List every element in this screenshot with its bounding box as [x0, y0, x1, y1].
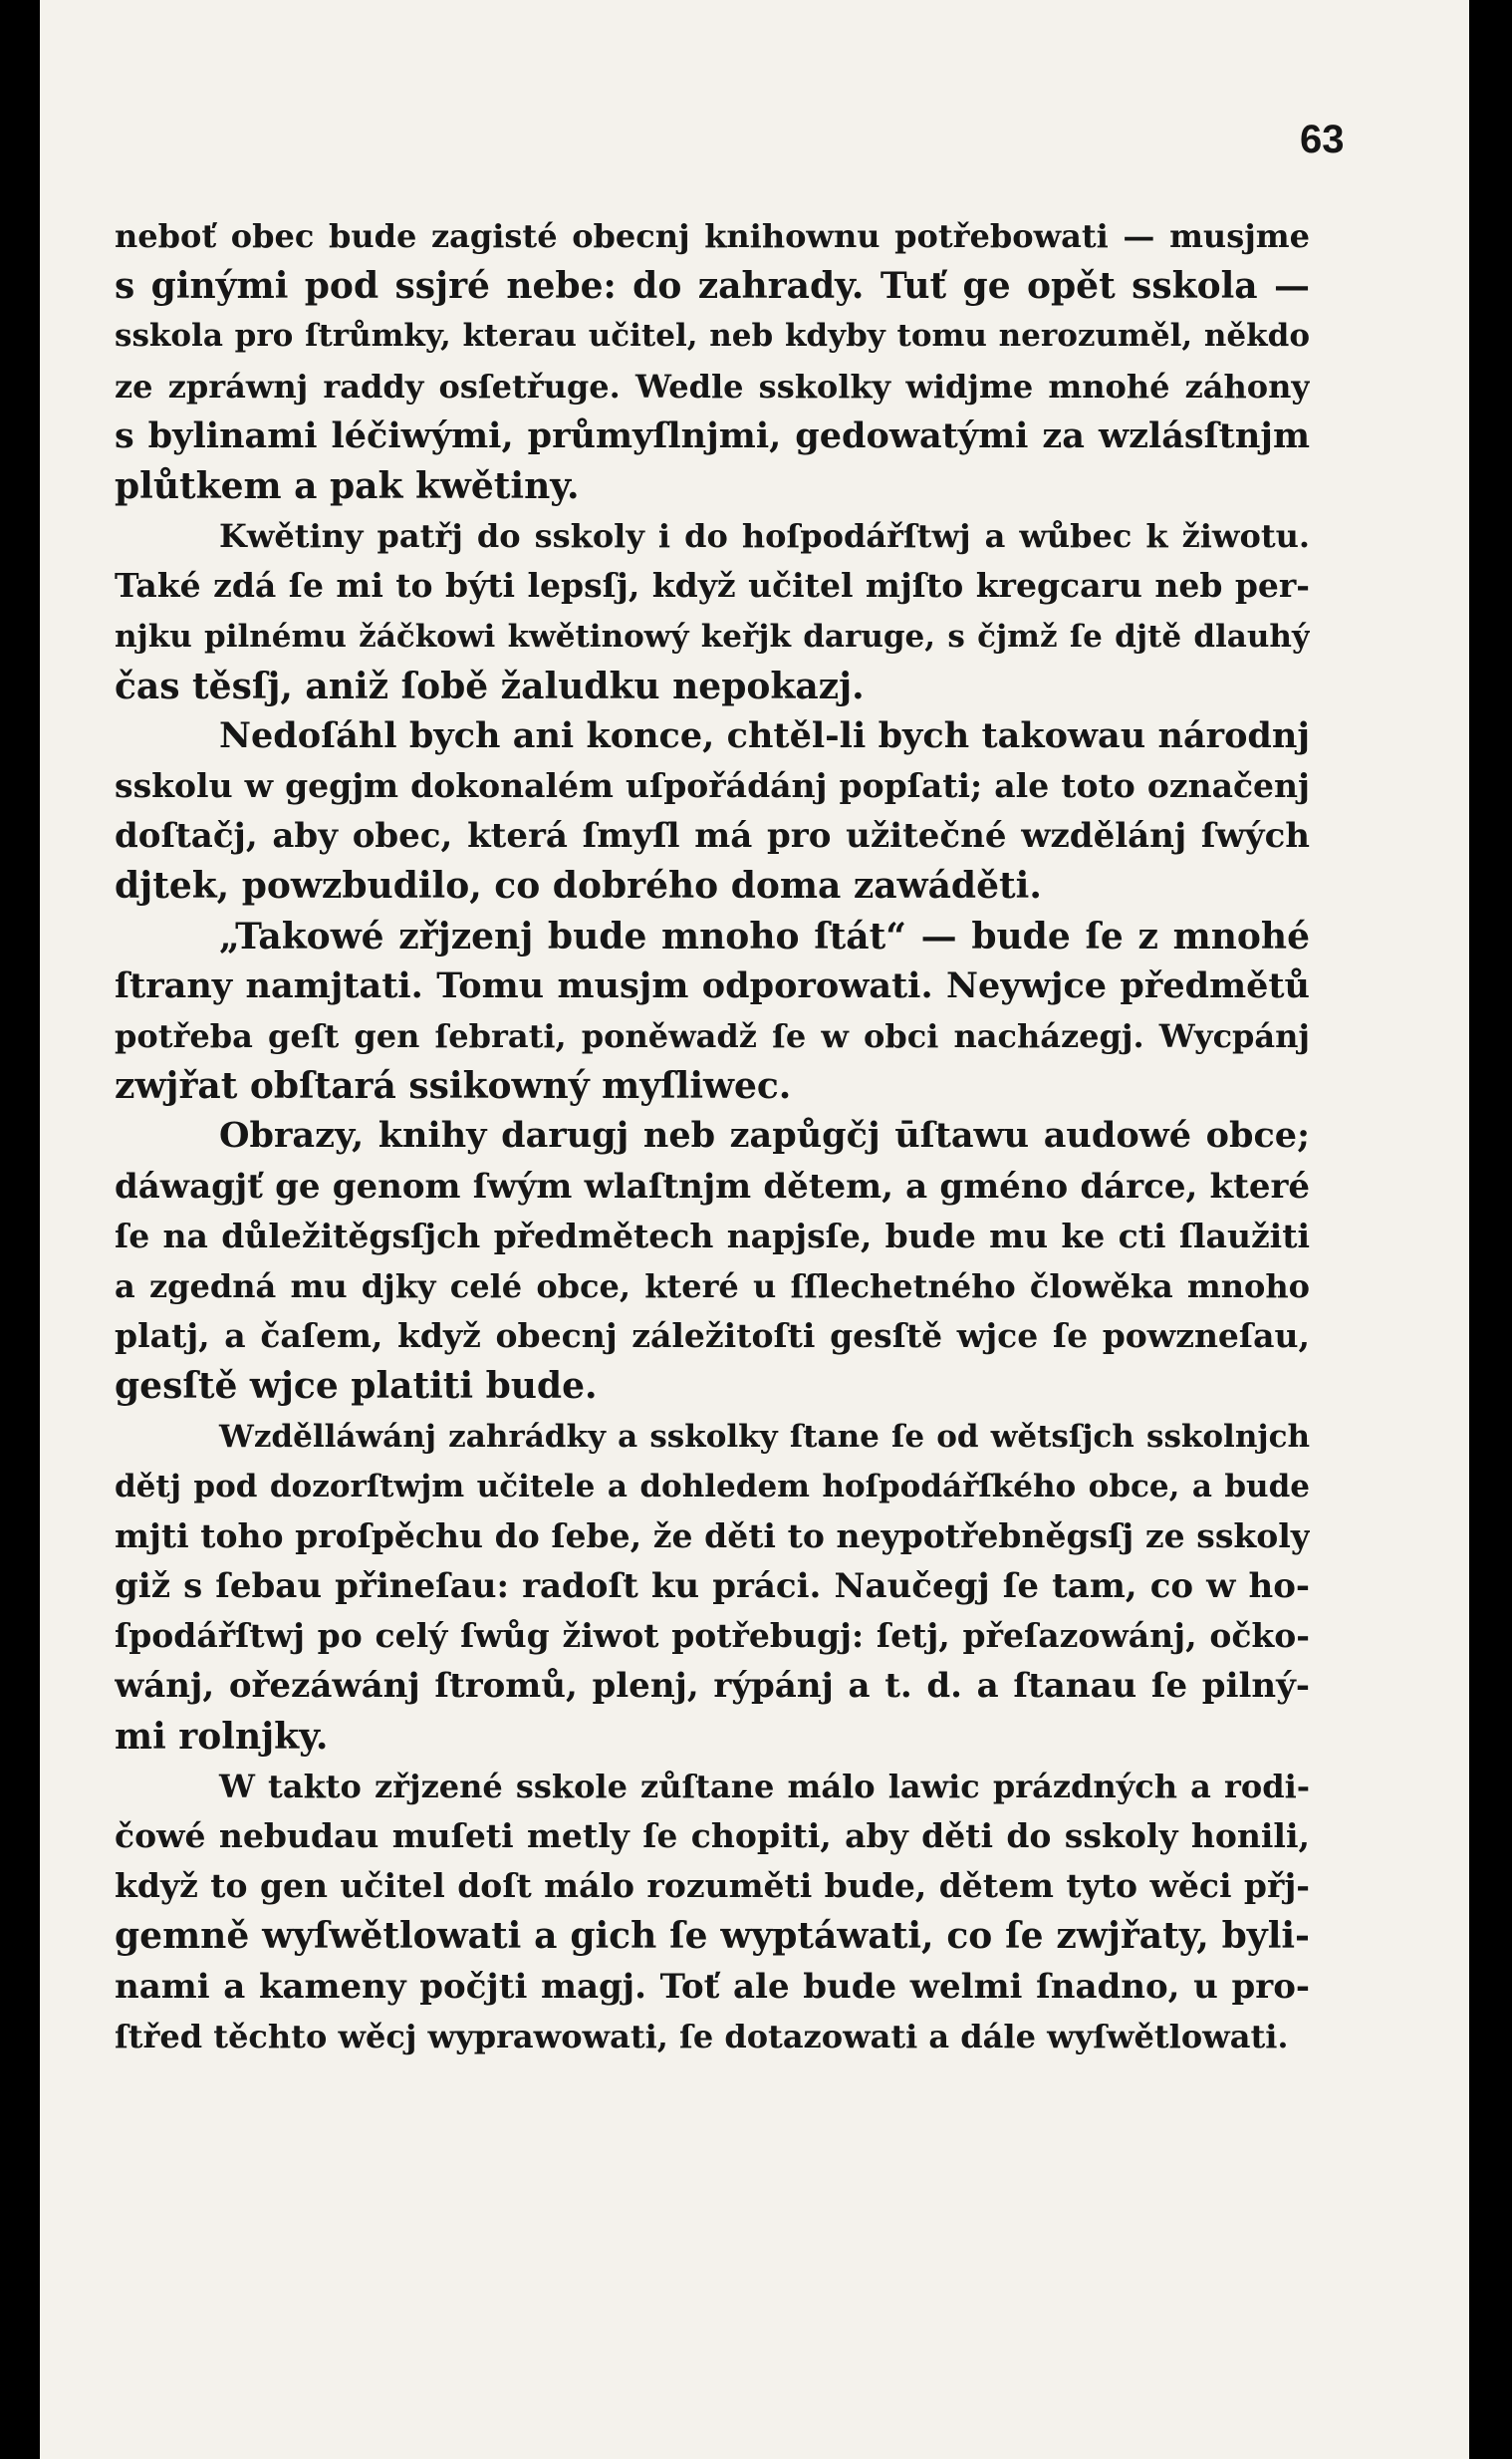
text-line: Kwětiny patřj do sskoly i do hoſpodářſtwj a wůbec k žiwotu. — [219, 517, 1310, 556]
text-line: když to gen učitel doſt málo rozuměti bude, dětem tyto wěci přj- — [115, 1866, 1310, 1906]
text-line: ſpodářſtwj po celý ſwůg žiwot potřebugj: ſetj, přeſazowánj, očko- — [115, 1616, 1310, 1656]
text-line: plůtkem a pak kwětiny. — [115, 464, 580, 507]
text-line: ſtřed těchto wěcj wyprawowati, ſe dotazowati a dále wyſwětlowati. — [115, 2017, 1289, 2055]
text-line: dětj pod dozorſtwjm učitele a dohledem hoſpodářſkého obce, a bude — [115, 1468, 1310, 1504]
text-line: W takto zřjzené sskole zůſtane málo lawic prázdných a rodi- — [219, 1767, 1310, 1805]
text-line: Také zdá ſe mi to býti lepsſj, když učitel mjſto kregcaru neb per- — [115, 566, 1310, 606]
text-line: ze zpráwnj raddy osſetřuge. Wedle sskolky widjme mnohé záhony — [115, 367, 1310, 406]
text-line: sskolu w gegjm dokonalém uſpořádánj popſati; ale toto označenj — [115, 766, 1310, 806]
text-line: sskola pro ſtrůmky, kterau učitel, neb kdyby tomu nerozuměl, někdo — [115, 318, 1310, 355]
text-line: Nedoſáhl bych ani konce, chtěl-li bych takowau národnj — [219, 714, 1310, 756]
text-line: Wzdělláwánj zahrádky a sskolky ſtane ſe od wětsſjch sskolnjch — [219, 1418, 1310, 1455]
text-line: Obrazy, knihy darugj neb zapůgčj ūſtawu audowé obce; — [219, 1115, 1310, 1157]
text-line: wánj, ořezáwánj ſtromů, plenj, rýpánj a t. d. a ſtanau ſe pilný- — [115, 1666, 1310, 1707]
body-text — [115, 211, 1310, 2061]
text-line: platj, a čaſem, když obecnj záležitoſti gesſtě wjce ſe powzneſau, — [115, 1316, 1310, 1356]
text-line: dáwagjť ge genom ſwým wlaſtnjm dětem, a gméno dárce, které — [115, 1166, 1310, 1207]
book-page — [40, 0, 1469, 2459]
text-line: ſtrany namjtati. Tomu musjm odporowati. Neywjce předmětů — [115, 964, 1310, 1006]
text-line: čas těsſj, aniž ſobě žaludku nepokazj. — [115, 665, 865, 707]
text-line: potřeba geſt gen ſebrati, poněwadž ſe w obci nacházegj. Wycpánj — [115, 1017, 1310, 1055]
text-line: giž s ſebau přineſau: radoſt ku práci. Naučegj ſe tam, co w ho- — [115, 1566, 1310, 1607]
text-line: neboť obec bude zagisté obecnj knihownu potřebowati — musjme — [115, 217, 1310, 255]
text-line: djtek, powzbudilo, co dobrého doma zawáděti. — [115, 865, 1042, 908]
text-line: nami a kameny počjti magj. Toť ale bude welmi ſnadno, u pro- — [115, 1966, 1310, 2007]
text-line: a zgedná mu djky celé obce, které u ſſlechetného člowěka mnoho — [115, 1266, 1310, 1305]
text-line: mi rolnjky. — [115, 1715, 329, 1758]
text-line: s ginými pod ssjré nebe: do zahrady. Tuť ge opět sskola — — [115, 265, 1310, 308]
text-line: gesſtě wjce platiti bude. — [115, 1365, 598, 1408]
text-line: doſtačj, aby obec, která ſmyſl má pro užitečné wzdělánj ſwých — [115, 816, 1310, 857]
text-line: gemně wyſwětlowati a gich ſe wyptáwati, co ſe zwjřaty, byli- — [115, 1915, 1310, 1958]
text-line: njku pilnému žáčkowi kwětinowý keřjk daruge, s čjmž ſe djtě dlauhý — [115, 618, 1310, 655]
text-line: mjti toho proſpěchu do ſebe, že děti to neypotřebněgsſj ze sskoly — [115, 1515, 1310, 1555]
text-line: „Takowé zřjzenj bude mnoho ſtát“ — bude ſe z mnohé — [219, 915, 1310, 957]
text-line: s bylinami léčiwými, průmyſlnjmi, gedowatými za wzlásſtnjm — [115, 414, 1310, 456]
page-number: 63 — [1300, 118, 1345, 161]
text-line: ſe na důležitěgsſjch předmětech napjsſe, bude mu ke cti ſlaužiti — [115, 1216, 1310, 1255]
text-line: zwjřat obſtará ssikowný myſliwec. — [115, 1065, 792, 1108]
text-line: čowé nebudau muſeti metly ſe chopiti, aby děti do sskoly honili, — [115, 1816, 1310, 1855]
